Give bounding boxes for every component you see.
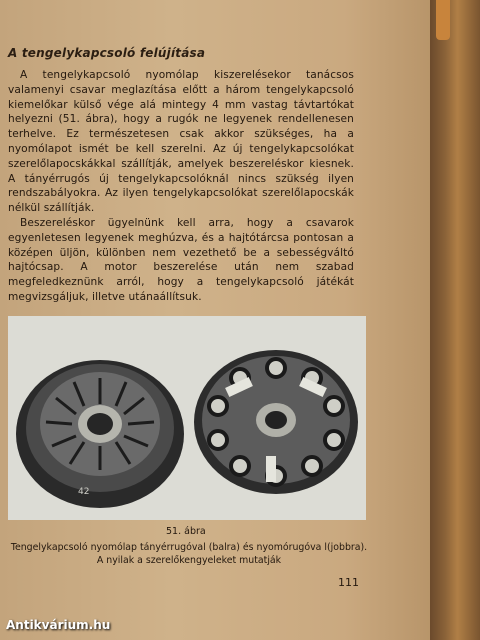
diaphragm-clutch-image — [16, 360, 184, 508]
clutch-photo-illustration — [8, 316, 366, 520]
body-text — [8, 68, 354, 305]
section-heading: A tengelykapcsoló felújítása — [8, 46, 206, 60]
paragraph-2: Beszereléskor ügyelnünk kell arra, hogy a csavarok egyenletesen legyenek meghúzva, és a hajtótárcsa pontosan a középen üljön, különben nem vezethető be a sebességváltó hajtócsap. A motor beszerelése után nem szabad megfeledkeznünk arról, hogy a tengelykapcsoló játékát megvizsgáljuk, illetve utánaállítsuk. — [8, 216, 354, 303]
figure-caption — [4, 541, 374, 567]
part-label: 42 — [78, 487, 90, 497]
watermark: Antikvárium.hu — [6, 618, 111, 632]
bookmark-ribbon — [436, 0, 450, 40]
coil-spring-clutch-image — [194, 350, 358, 494]
paragraph-1: A tengelykapcsoló nyomólap kiszerelésekor tanácsos valamenyi csavar meglazítása előtt a három tengelykapcsoló kiemelőkar külső vége alá mintegy 4 mm vastag távtartókat helyezni (51. ábra), hogy a rugók ne legyenek rendellenesen terhelve. Ez természetesen csak akkor szükséges, ha a nyomólapot ismét be kell szerelni. Az új tengelykapcsolókat szerelőlapocskákkal szállítják, amelyek beszereléskor kiesnek. A tányérrugós új tengelykapcsolóknál nincs szükség ilyen rendszabályokra. Az ilyen tengelykapcsolókat szerelőlapocskák nélkül szállítják. — [8, 69, 354, 215]
figure-number: 51. ábra — [166, 526, 206, 537]
figure-photo — [8, 316, 366, 520]
book-spine — [430, 0, 480, 640]
caption-line-1: Tengelykapcsoló nyomólap tányérrugóval (balra) és nyomórugóva l(jobbra). — [10, 542, 368, 553]
page-number: 111 — [338, 576, 359, 589]
caption-line-2: A nyilak a szerelőkengyeleket mutatják — [96, 555, 282, 566]
